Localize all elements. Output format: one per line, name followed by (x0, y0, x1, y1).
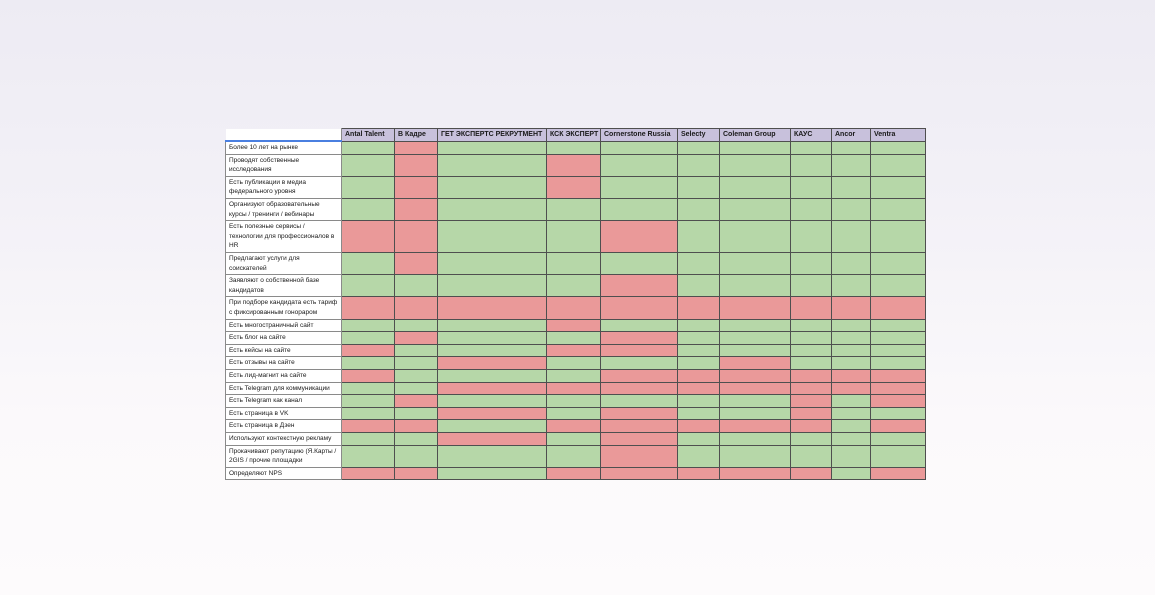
matrix-cell[interactable] (678, 445, 720, 467)
matrix-cell[interactable] (791, 420, 832, 433)
matrix-cell[interactable] (678, 253, 720, 275)
matrix-cell[interactable] (342, 420, 395, 433)
matrix-cell[interactable] (720, 344, 791, 357)
matrix-cell[interactable] (720, 141, 791, 154)
row-label[interactable]: Заявляют о собственной базе кандидатов (226, 275, 342, 297)
matrix-cell[interactable] (342, 445, 395, 467)
table-row (226, 407, 926, 420)
matrix-cell[interactable] (678, 344, 720, 357)
matrix-cell[interactable] (395, 199, 438, 221)
row-label[interactable]: Более 10 лет на рынке (226, 141, 342, 154)
corner-cell[interactable] (226, 129, 342, 142)
matrix-cell[interactable] (547, 319, 601, 332)
matrix-cell[interactable] (791, 407, 832, 420)
matrix-cell[interactable] (342, 319, 395, 332)
matrix-cell[interactable] (832, 357, 871, 370)
table-row (226, 141, 926, 154)
matrix-cell[interactable] (678, 199, 720, 221)
row-label[interactable]: Есть страница в VK (226, 407, 342, 420)
row-label[interactable]: Есть полезные сервисы / технологии для профессионалов в HR (226, 221, 342, 253)
matrix-cell[interactable] (342, 382, 395, 395)
matrix-cell[interactable] (678, 467, 720, 480)
matrix-cell[interactable] (871, 141, 926, 154)
matrix-cell[interactable] (832, 382, 871, 395)
matrix-cell[interactable] (720, 467, 791, 480)
matrix-cell[interactable] (832, 275, 871, 297)
matrix-cell[interactable] (395, 420, 438, 433)
column-header-6[interactable]: Selecty (678, 129, 720, 142)
matrix-cell[interactable] (871, 445, 926, 467)
matrix-cell[interactable] (871, 199, 926, 221)
matrix-cell[interactable] (342, 176, 395, 198)
matrix-cell[interactable] (395, 445, 438, 467)
matrix-cell[interactable] (601, 275, 678, 297)
matrix-cell[interactable] (547, 432, 601, 445)
matrix-cell[interactable] (678, 141, 720, 154)
matrix-cell[interactable] (791, 395, 832, 408)
matrix-cell[interactable] (438, 297, 547, 319)
table-row (226, 395, 926, 408)
matrix-cell[interactable] (871, 253, 926, 275)
matrix-cell[interactable] (871, 395, 926, 408)
table-row (226, 467, 926, 480)
matrix-cell[interactable] (547, 141, 601, 154)
matrix-cell[interactable] (832, 395, 871, 408)
table-row (226, 297, 926, 319)
matrix-cell[interactable] (720, 369, 791, 382)
row-label[interactable]: Организуют образовательные курсы / тренинги / вебинары (226, 199, 342, 221)
matrix-cell[interactable] (547, 176, 601, 198)
matrix-cell[interactable] (438, 344, 547, 357)
table-row (226, 369, 926, 382)
matrix-cell[interactable] (832, 332, 871, 345)
matrix-cell[interactable] (342, 357, 395, 370)
matrix-cell[interactable] (720, 407, 791, 420)
matrix-cell[interactable] (720, 297, 791, 319)
matrix-cell[interactable] (547, 369, 601, 382)
matrix-cell[interactable] (832, 141, 871, 154)
matrix-cell[interactable] (342, 344, 395, 357)
matrix-cell[interactable] (547, 297, 601, 319)
matrix-cell[interactable] (871, 407, 926, 420)
column-header-9[interactable]: Ancor (832, 129, 871, 142)
matrix-cell[interactable] (547, 275, 601, 297)
matrix-cell[interactable] (791, 221, 832, 253)
matrix-cell[interactable] (601, 369, 678, 382)
matrix-cell[interactable] (438, 382, 547, 395)
matrix-cell[interactable] (601, 332, 678, 345)
row-label[interactable]: Проводят собственные исследования (226, 154, 342, 176)
matrix-cell[interactable] (601, 420, 678, 433)
matrix-cell[interactable] (547, 199, 601, 221)
column-header-2[interactable]: В Кадре (395, 129, 438, 142)
matrix-cell[interactable] (342, 275, 395, 297)
matrix-cell[interactable] (342, 221, 395, 253)
matrix-cell[interactable] (678, 154, 720, 176)
matrix-cell[interactable] (678, 357, 720, 370)
matrix-cell[interactable] (438, 467, 547, 480)
column-header-1[interactable]: Antal Talent (342, 129, 395, 142)
row-label[interactable]: Есть страница в Дзен (226, 420, 342, 433)
matrix-cell[interactable] (832, 253, 871, 275)
matrix-cell[interactable] (678, 275, 720, 297)
matrix-cell[interactable] (871, 432, 926, 445)
matrix-cell[interactable] (720, 253, 791, 275)
table-row (226, 154, 926, 176)
matrix-cell[interactable] (601, 344, 678, 357)
matrix-cell[interactable] (720, 154, 791, 176)
matrix-cell[interactable] (395, 221, 438, 253)
matrix-cell[interactable] (547, 357, 601, 370)
matrix-cell[interactable] (395, 344, 438, 357)
matrix-cell[interactable] (547, 445, 601, 467)
table-row (226, 253, 926, 275)
column-header-4[interactable]: КСК ЭКСПЕРТ (547, 129, 601, 142)
matrix-cell[interactable] (832, 319, 871, 332)
matrix-cell[interactable] (547, 407, 601, 420)
matrix-cell[interactable] (791, 357, 832, 370)
matrix-cell[interactable] (791, 141, 832, 154)
matrix-cell[interactable] (791, 199, 832, 221)
matrix-cell[interactable] (832, 176, 871, 198)
matrix-cell[interactable] (395, 382, 438, 395)
matrix-cell[interactable] (678, 319, 720, 332)
matrix-cell[interactable] (678, 297, 720, 319)
matrix-cell[interactable] (720, 332, 791, 345)
matrix-cell[interactable] (791, 176, 832, 198)
matrix-cell[interactable] (342, 432, 395, 445)
matrix-cell[interactable] (678, 369, 720, 382)
matrix-cell[interactable] (832, 467, 871, 480)
matrix-cell[interactable] (720, 445, 791, 467)
matrix-cell[interactable] (395, 275, 438, 297)
matrix-cell[interactable] (871, 344, 926, 357)
matrix-cell[interactable] (547, 467, 601, 480)
matrix-cell[interactable] (342, 395, 395, 408)
row-label[interactable]: Есть Telegram для коммуникации (226, 382, 342, 395)
matrix-cell[interactable] (720, 432, 791, 445)
table-row (226, 176, 926, 198)
matrix-cell[interactable] (871, 297, 926, 319)
matrix-cell[interactable] (720, 395, 791, 408)
matrix-cell[interactable] (601, 319, 678, 332)
column-header-7[interactable]: Coleman Group (720, 129, 791, 142)
matrix-cell[interactable] (791, 344, 832, 357)
competitor-comparison-matrix (225, 128, 926, 480)
table-row (226, 432, 926, 445)
matrix-cell[interactable] (342, 332, 395, 345)
matrix-cell[interactable] (395, 297, 438, 319)
matrix-cell[interactable] (832, 432, 871, 445)
matrix-cell[interactable] (791, 275, 832, 297)
table-row (226, 420, 926, 433)
matrix-cell[interactable] (438, 319, 547, 332)
matrix-cell[interactable] (438, 176, 547, 198)
column-header-8[interactable]: КАУС (791, 129, 832, 142)
row-label[interactable]: Есть публикации в медиа федерального уровня (226, 176, 342, 198)
matrix-cell[interactable] (678, 332, 720, 345)
matrix-cell[interactable] (601, 154, 678, 176)
matrix-cell[interactable] (342, 154, 395, 176)
table-row (226, 319, 926, 332)
matrix-cell[interactable] (438, 141, 547, 154)
matrix-cell[interactable] (791, 253, 832, 275)
row-label[interactable]: Есть отзывы на сайте (226, 357, 342, 370)
matrix-cell[interactable] (601, 467, 678, 480)
row-label[interactable]: Есть многостраничный сайт (226, 319, 342, 332)
matrix-cell[interactable] (438, 420, 547, 433)
matrix-cell[interactable] (342, 253, 395, 275)
matrix-cell[interactable] (720, 176, 791, 198)
matrix-cell[interactable] (438, 369, 547, 382)
matrix-cell[interactable] (547, 344, 601, 357)
matrix-cell[interactable] (438, 432, 547, 445)
matrix-cell[interactable] (832, 154, 871, 176)
matrix-cell[interactable] (678, 420, 720, 433)
matrix-cell[interactable] (547, 154, 601, 176)
matrix-cell[interactable] (832, 221, 871, 253)
matrix-cell[interactable] (720, 382, 791, 395)
matrix-cell[interactable] (601, 445, 678, 467)
matrix-cell[interactable] (547, 382, 601, 395)
matrix-cell[interactable] (395, 369, 438, 382)
matrix-cell[interactable] (438, 154, 547, 176)
matrix-cell[interactable] (395, 176, 438, 198)
table-row (226, 332, 926, 345)
matrix-cell[interactable] (395, 141, 438, 154)
matrix-cell[interactable] (342, 199, 395, 221)
matrix-cell[interactable] (438, 199, 547, 221)
matrix-cell[interactable] (791, 297, 832, 319)
matrix-cell[interactable] (791, 319, 832, 332)
matrix-cell[interactable] (601, 176, 678, 198)
row-label[interactable]: Используют контекстную рекламу (226, 432, 342, 445)
matrix-cell[interactable] (832, 297, 871, 319)
matrix-cell[interactable] (601, 407, 678, 420)
matrix-cell[interactable] (871, 154, 926, 176)
matrix-cell[interactable] (342, 141, 395, 154)
matrix-cell[interactable] (438, 221, 547, 253)
matrix-cell[interactable] (395, 467, 438, 480)
matrix-cell[interactable] (871, 369, 926, 382)
table-row (226, 344, 926, 357)
matrix-cell[interactable] (601, 395, 678, 408)
matrix-cell[interactable] (720, 275, 791, 297)
matrix-cell[interactable] (395, 395, 438, 408)
matrix-cell[interactable] (791, 332, 832, 345)
matrix-cell[interactable] (791, 445, 832, 467)
matrix-cell[interactable] (395, 407, 438, 420)
matrix-cell[interactable] (871, 382, 926, 395)
column-header-5[interactable]: Cornerstone Russia (601, 129, 678, 142)
matrix-cell[interactable] (678, 382, 720, 395)
row-label[interactable]: Предлагают услуги для соискателей (226, 253, 342, 275)
row-label[interactable]: Есть кейсы на сайте (226, 344, 342, 357)
matrix-cell[interactable] (438, 395, 547, 408)
matrix-cell[interactable] (342, 369, 395, 382)
matrix-cell[interactable] (395, 357, 438, 370)
matrix-cell[interactable] (791, 382, 832, 395)
matrix-cell[interactable] (871, 420, 926, 433)
matrix-cell[interactable] (601, 141, 678, 154)
matrix-cell[interactable] (547, 332, 601, 345)
row-label[interactable]: Прокачивают репутацию (Я.Карты / 2GIS / прочие площадки (226, 445, 342, 467)
table-row (226, 221, 926, 253)
matrix-cell[interactable] (720, 199, 791, 221)
row-label[interactable]: Есть Telegram как канал (226, 395, 342, 408)
matrix-cell[interactable] (342, 407, 395, 420)
matrix-cell[interactable] (395, 319, 438, 332)
matrix-cell[interactable] (871, 275, 926, 297)
matrix-cell[interactable] (678, 407, 720, 420)
matrix-cell[interactable] (438, 407, 547, 420)
matrix-cell[interactable] (871, 467, 926, 480)
matrix-cell[interactable] (395, 253, 438, 275)
matrix-cell[interactable] (871, 357, 926, 370)
matrix-cell[interactable] (678, 176, 720, 198)
matrix-cell[interactable] (601, 357, 678, 370)
matrix-cell[interactable] (438, 332, 547, 345)
matrix-cell[interactable] (601, 432, 678, 445)
matrix-cell[interactable] (601, 221, 678, 253)
matrix-cell[interactable] (601, 253, 678, 275)
matrix-cell[interactable] (720, 357, 791, 370)
matrix-cell[interactable] (438, 357, 547, 370)
row-label[interactable]: При подборе кандидата есть тариф с фиксированным гонораром (226, 297, 342, 319)
matrix-cell[interactable] (871, 319, 926, 332)
matrix-cell[interactable] (601, 382, 678, 395)
matrix-cell[interactable] (871, 176, 926, 198)
matrix-cell[interactable] (395, 154, 438, 176)
matrix-cell[interactable] (395, 332, 438, 345)
matrix-cell[interactable] (832, 407, 871, 420)
matrix-cell[interactable] (791, 154, 832, 176)
matrix-cell[interactable] (547, 221, 601, 253)
matrix-cell[interactable] (395, 432, 438, 445)
matrix-cell[interactable] (601, 297, 678, 319)
matrix-cell[interactable] (720, 319, 791, 332)
matrix-cell[interactable] (678, 221, 720, 253)
matrix-cell[interactable] (547, 395, 601, 408)
matrix-cell[interactable] (601, 199, 678, 221)
table-row (226, 199, 926, 221)
matrix-cell[interactable] (871, 221, 926, 253)
table-row (226, 382, 926, 395)
matrix-cell[interactable] (832, 420, 871, 433)
matrix-cell[interactable] (791, 432, 832, 445)
matrix-cell[interactable] (720, 420, 791, 433)
matrix-cell[interactable] (342, 297, 395, 319)
matrix-cell[interactable] (832, 445, 871, 467)
matrix-cell[interactable] (438, 445, 547, 467)
matrix-cell[interactable] (791, 369, 832, 382)
matrix-cell[interactable] (678, 395, 720, 408)
row-label[interactable]: Есть лид-магнит на сайте (226, 369, 342, 382)
matrix-cell[interactable] (438, 253, 547, 275)
column-header-10[interactable]: Ventra (871, 129, 926, 142)
header-row (226, 129, 926, 142)
table-row (226, 275, 926, 297)
column-header-3[interactable]: ГЕТ ЭКСПЕРТС РЕКРУТМЕНТ (438, 129, 547, 142)
matrix-cell[interactable] (438, 275, 547, 297)
matrix-cell[interactable] (342, 467, 395, 480)
matrix-cell[interactable] (547, 420, 601, 433)
row-label[interactable]: Определяют NPS (226, 467, 342, 480)
row-label[interactable]: Есть блог на сайте (226, 332, 342, 345)
matrix-cell[interactable] (720, 221, 791, 253)
matrix-cell[interactable] (832, 344, 871, 357)
table-row (226, 357, 926, 370)
table-row (226, 445, 926, 467)
matrix-cell[interactable] (832, 369, 871, 382)
matrix-cell[interactable] (791, 467, 832, 480)
matrix-cell[interactable] (678, 432, 720, 445)
matrix-cell[interactable] (547, 253, 601, 275)
matrix-cell[interactable] (871, 332, 926, 345)
matrix-body (226, 141, 926, 480)
matrix-cell[interactable] (832, 199, 871, 221)
